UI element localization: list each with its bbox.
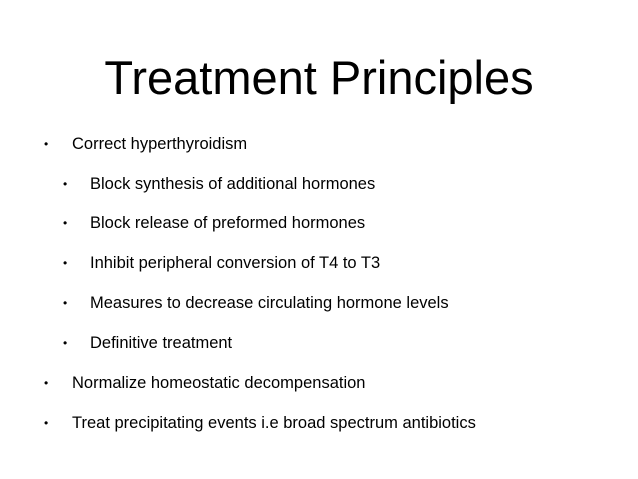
bullet-text: Inhibit peripheral conversion of T4 to T3 <box>90 254 381 272</box>
bullet-item <box>44 134 248 154</box>
slide-title: Treatment Principles <box>104 51 534 104</box>
sub-bullet-item <box>63 333 233 353</box>
bullet-icon: • <box>63 336 68 350</box>
bullet-icon: • <box>44 416 49 430</box>
bullet-icon: • <box>63 216 68 230</box>
sub-bullet-item <box>63 174 376 194</box>
bullet-icon: • <box>63 177 68 191</box>
bullet-icon: • <box>44 137 49 151</box>
bullet-text: Measures to decrease circulating hormone levels <box>90 294 449 312</box>
bullet-text: Block synthesis of additional hormones <box>90 175 376 193</box>
bullet-icon: • <box>63 256 68 270</box>
bullet-item <box>44 413 476 433</box>
sub-bullet-item <box>63 213 366 233</box>
sub-bullet-item <box>63 293 449 313</box>
bullet-icon: • <box>44 376 49 390</box>
bullet-text: Normalize homeostatic decompensation <box>72 374 366 392</box>
bullet-item <box>44 373 366 393</box>
bullet-text: Block release of preformed hormones <box>90 214 366 232</box>
sub-bullet-item <box>63 253 381 273</box>
bullet-text: Definitive treatment <box>90 334 233 352</box>
bullet-text: Treat precipitating events i.e broad spectrum antibiotics <box>72 414 476 432</box>
bullet-icon: • <box>63 296 68 310</box>
bullet-text: Correct hyperthyroidism <box>72 135 248 153</box>
